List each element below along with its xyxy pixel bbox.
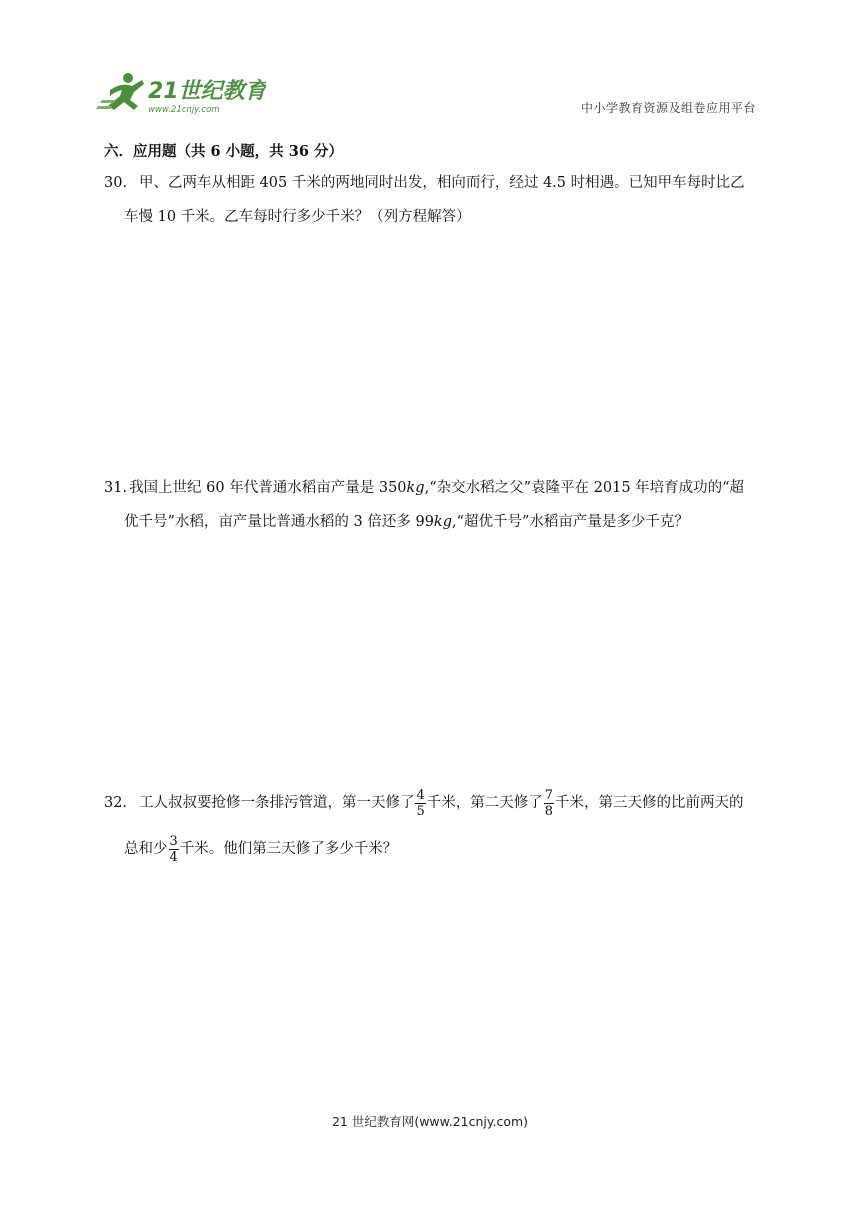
question-31-line2 — [104, 505, 760, 539]
question-30 — [104, 166, 760, 234]
question-text: ,“杂交水稻之父”袁隆平在 2015 年培育成功的“超 — [424, 480, 745, 496]
unit-kg: kg — [406, 480, 425, 496]
question-text: 千米，第二天修了 — [426, 795, 543, 811]
question-text: 总和少 — [124, 841, 168, 857]
fraction-denominator: 4 — [169, 849, 178, 865]
question-number: 31. — [104, 480, 128, 496]
fraction-7-8 — [544, 788, 554, 819]
question-text: 千米。他们第三天修了多少千米？ — [179, 841, 398, 857]
fraction-numerator: 7 — [544, 787, 554, 803]
fraction-denominator: 8 — [544, 803, 554, 819]
unit-kg: kg — [433, 514, 452, 530]
site-logo — [96, 70, 266, 116]
question-text: ,“超优千号”水稻亩产量是多少千克？ — [452, 514, 689, 530]
question-number: 32． — [104, 795, 137, 811]
question-30-line2: 车慢 10 千米。乙车每时行多少千米？（列方程解答） — [124, 209, 471, 225]
fraction-4-5 — [415, 788, 425, 819]
fraction-numerator: 3 — [169, 833, 178, 849]
question-text: 我国上世纪 60 年代普通水稻亩产量是 350 — [129, 480, 407, 496]
section-title: 六．应用题（共 6 小题，共 36 分） — [104, 143, 343, 160]
question-32 — [104, 780, 760, 872]
fraction-denominator: 5 — [416, 803, 425, 819]
fraction-numerator: 4 — [416, 787, 425, 803]
question-text: 甲、乙两车从相距 405 千米的两地同时出发，相向而行，经过 4.5 时相遇。已知甲车每时比乙 — [138, 175, 745, 191]
question-text: 千米，第三天修的比前两天的 — [555, 795, 744, 811]
logo-url: www.21cnjy.com — [148, 105, 220, 115]
question-32-line1 — [104, 780, 760, 826]
fraction-3-4 — [169, 834, 179, 865]
header-platform-text: 中小学教育资源及组卷应用平台 — [580, 101, 756, 115]
question-text: 优千号”水稻，亩产量比普通水稻的 3 倍还多 99 — [124, 514, 434, 530]
page-footer: 21 世纪教育网(www.21cnjy.com) — [331, 1114, 529, 1129]
question-30-line1 — [104, 166, 760, 200]
question-31-line1 — [104, 471, 760, 505]
question-32-line2 — [104, 826, 760, 872]
logo-text: 21世纪教育 — [148, 79, 266, 104]
runner-logo-icon — [96, 70, 266, 116]
question-text: 工人叔叔要抢修一条排污管道，第一天修了 — [138, 795, 415, 811]
question-31 — [104, 471, 760, 539]
question-number: 30． — [104, 175, 137, 191]
